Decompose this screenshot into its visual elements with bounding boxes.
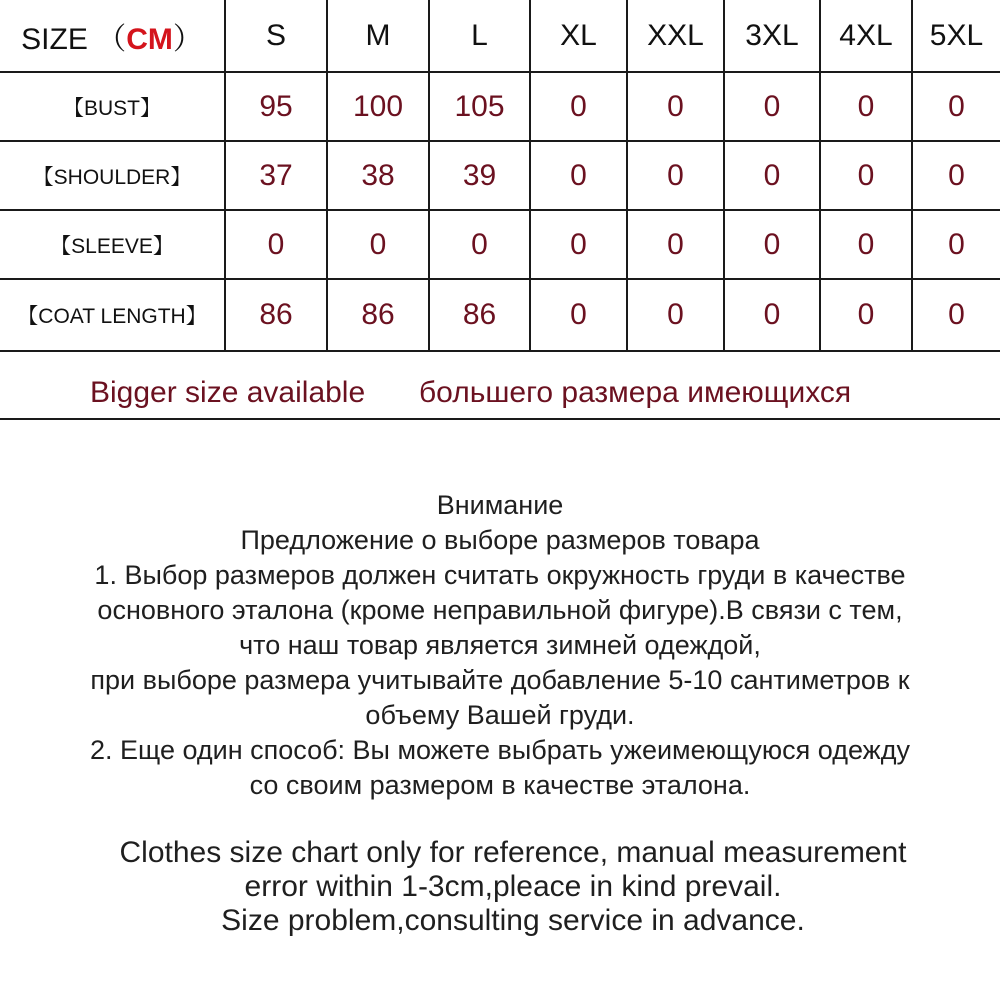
availability-note [0,356,1000,420]
size-header: 5XL [912,0,1000,72]
table-row [0,210,1000,279]
size-header: XXL [627,0,724,72]
table-cell: 0 [724,210,820,279]
advice-line: Предложение о выборе размеров товара [240,525,760,555]
table-cell: 0 [530,72,627,141]
advice-heading: Внимание [436,490,564,520]
table-cell: 86 [429,279,530,351]
unit-open: （ [96,22,127,56]
size-header: 3XL [724,0,820,72]
table-cell: 0 [327,210,429,279]
table-cell: 0 [627,279,724,351]
table-cell: 0 [912,210,1000,279]
table-cell: 0 [820,210,912,279]
size-header: L [429,0,530,72]
table-cell: 0 [820,141,912,210]
advice-line: что наш товар является зимней одеждой, [239,630,761,660]
advice-line: со своим размером в качестве эталона. [249,770,751,800]
table-cell: 0 [820,72,912,141]
availability-russian: большего размера имеющихся [419,376,852,409]
size-chart-table [0,0,1000,352]
advice-line: основного эталона (кроме неправильной фигуре).В связи с тем, [97,595,903,625]
table-cell: 0 [530,279,627,351]
table-cell: 0 [912,141,1000,210]
size-header: 4XL [820,0,912,72]
table-cell: 37 [225,141,327,210]
sizing-advice [0,488,1000,803]
unit-close: ） [172,22,203,56]
advice-line: при выборе размера учитывайте добавление 5-10 сантиметров к [90,665,910,695]
table-cell: 0 [912,279,1000,351]
table-cell: 0 [429,210,530,279]
table-cell: 0 [912,72,1000,141]
row-label: 【SLEEVE】 [0,210,225,279]
table-cell: 105 [429,72,530,141]
row-label: 【COAT LENGTH】 [0,279,225,351]
advice-line: 1. Выбор размеров должен считать окружность груди в качестве [94,560,906,590]
reference-line: error within 1-3cm,pleace in kind prevail. [244,870,782,903]
reference-line: Clothes size chart only for reference, manual measurement [119,836,907,869]
reference-note [0,836,1000,938]
size-label: SIZE [21,22,88,56]
size-header: XL [530,0,627,72]
table-cell: 86 [225,279,327,351]
table-cell: 39 [429,141,530,210]
table-cell: 0 [627,72,724,141]
header-row [0,0,1000,72]
table-row [0,279,1000,351]
row-label: 【SHOULDER】 [0,141,225,210]
table-cell: 0 [724,279,820,351]
availability-english: Bigger size available [90,376,366,409]
size-header: S [225,0,327,72]
advice-line: 2. Еще один способ: Вы можете выбрать ужеимеющуюся одежду [90,735,910,765]
advice-line: объему Вашей груди. [365,700,635,730]
row-label: 【BUST】 [0,72,225,141]
table-cell: 0 [530,210,627,279]
table-cell: 0 [820,279,912,351]
size-header: M [327,0,429,72]
table-cell: 0 [724,72,820,141]
table-cell: 0 [627,210,724,279]
table-row [0,72,1000,141]
table-row [0,141,1000,210]
table-cell: 86 [327,279,429,351]
table-cell: 0 [627,141,724,210]
table-cell: 0 [225,210,327,279]
table-cell: 0 [530,141,627,210]
size-unit-header [0,0,225,72]
unit-label: CM [126,22,173,56]
table-cell: 95 [225,72,327,141]
table-cell: 0 [724,141,820,210]
table-cell: 38 [327,141,429,210]
table-cell: 100 [327,72,429,141]
reference-line: Size problem,consulting service in advance. [221,904,805,937]
